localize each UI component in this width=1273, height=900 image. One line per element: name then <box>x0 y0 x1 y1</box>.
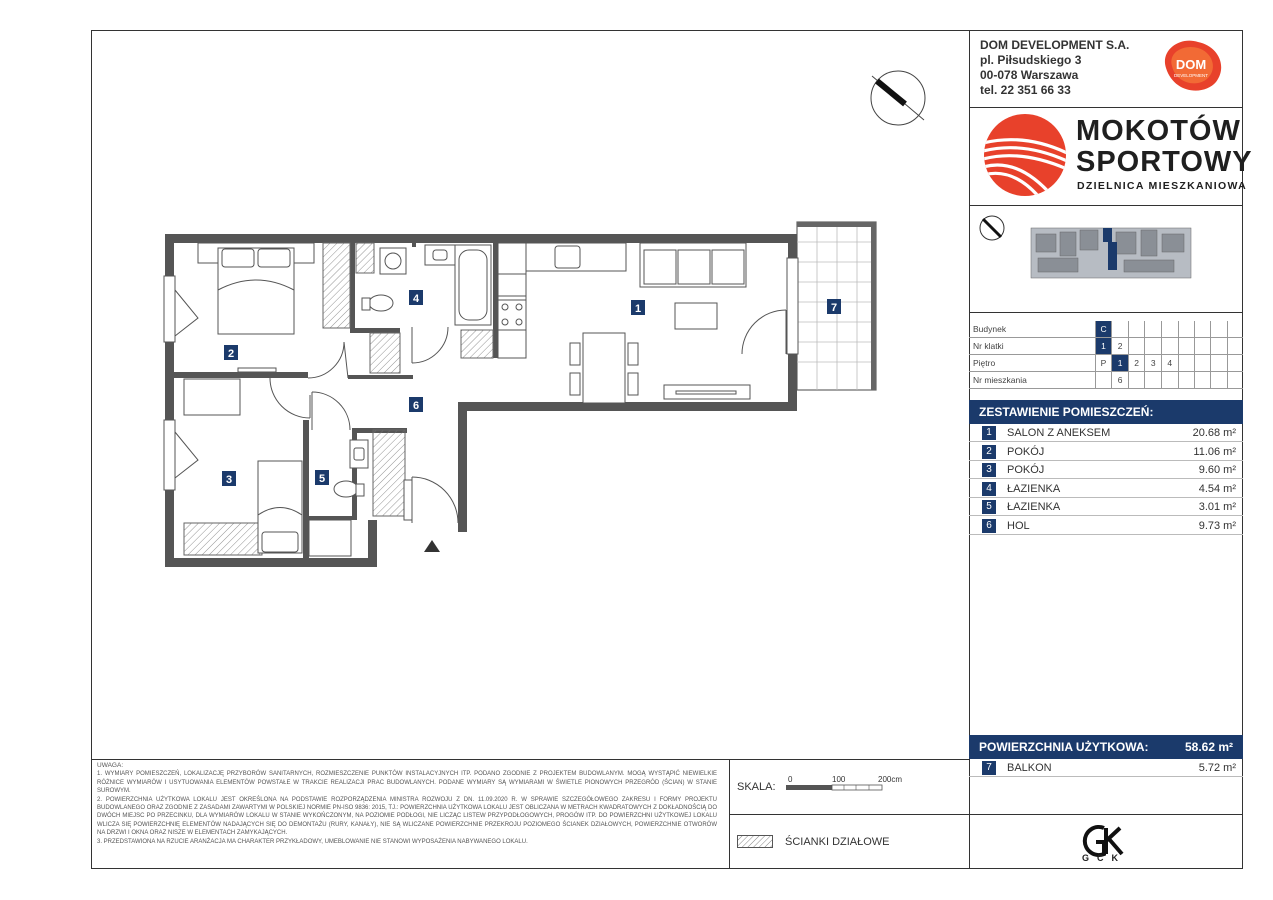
dom-logo-text: DOM <box>1175 57 1207 72</box>
room-area: 11.06 m² <box>1193 445 1236 458</box>
room-name: POKÓJ <box>1007 464 1045 477</box>
scale-tick-200: 200cm <box>878 775 903 784</box>
room-name: SALON Z ANEKSEM <box>1007 427 1111 439</box>
balcony-area: 5.72 m² <box>1198 762 1236 774</box>
room-area: 4.54 m² <box>1198 482 1236 495</box>
scale-tick-100: 100 <box>832 775 846 784</box>
info-cell: 3 <box>1145 355 1162 372</box>
room-area: 3.01 m² <box>1198 501 1236 514</box>
total-area-label: POWIERZCHNIA UŻYTKOWA: <box>979 740 1149 754</box>
info-label: Nr klatki <box>969 338 1095 355</box>
total-area-value: 58.62 m² <box>1184 740 1233 754</box>
room-label-6: 6 <box>412 400 420 412</box>
room-label-3: 3 <box>225 474 233 486</box>
info-cell: 2 <box>1112 338 1129 355</box>
room-label-7: 7 <box>830 302 838 314</box>
room-number: 6 <box>982 519 996 533</box>
company-city: 00-078 Warszawa <box>980 68 1079 82</box>
info-cell: 6 <box>1112 372 1129 389</box>
info-cell: 4 <box>1161 355 1178 372</box>
brand-line-2: SPORTOWY <box>1076 146 1253 178</box>
room-name: HOL <box>1007 520 1030 532</box>
info-label: Piętro <box>969 355 1095 372</box>
brand-subtitle: DZIELNICA MIESZKANIOWA <box>1077 180 1247 192</box>
room-area: 9.60 m² <box>1198 464 1236 477</box>
brand-line-1: MOKOTÓW <box>1076 115 1241 147</box>
company-phone: tel. 22 351 66 33 <box>980 83 1071 97</box>
north-compass-icon <box>871 71 925 125</box>
entrance-marker <box>424 540 440 552</box>
info-cell: P <box>1095 355 1112 372</box>
notes-heading: UWAGA: <box>97 762 124 769</box>
gck-logo-text: GCK <box>1082 853 1126 863</box>
legend-label: ŚCIANKI DZIAŁOWE <box>785 836 890 848</box>
room-number: 4 <box>982 482 996 496</box>
company-name: DOM DEVELOPMENT S.A. <box>980 38 1130 52</box>
room-label-4: 4 <box>412 293 420 305</box>
room-area: 9.73 m² <box>1198 520 1236 532</box>
room-label-2: 2 <box>227 348 235 360</box>
room-number: 1 <box>982 426 996 440</box>
note-item: 3. PRZEDSTAWIONA NA RZUCIE ARANŻACJA MA CHARAKTER PRZYKŁADOWY, UMEBLOWANIE NIE STANOWI WYPOSAŻENIA NABYWANEGO LOKALU. <box>97 838 528 845</box>
note-item: 1. WYMIARY POMIESZCZEŃ, LOKALIZACJĘ PRZYBORÓW SANITARNYCH, ROZMIESZCZENIE PUNKTÓW INSTALACYJNYCH ITP. PODANO ZGODNIE Z PROJEKTEM BUDOWLANYM. MOGĄ WYSTĄPIĆ NIEWIELKIE RÓŻNICE WYMIARÓW I USYTUOWANIA ELEMENTÓW POWSTAŁE W TRAKCIE REALIZACJI PRAC BUDOWLANYCH. PODANE WYMIARY SĄ WYMIARAMI W ŚWIETLE PIONOWYCH PRZEGRÓD (ŚCIAN) W STANIE SUROWYM. <box>97 771 717 795</box>
info-cell: 1 <box>1112 355 1129 372</box>
company-street: pl. Piłsudskiego 3 <box>980 53 1082 67</box>
info-label: Nr mieszkania <box>969 372 1095 389</box>
info-cell: 2 <box>1128 355 1145 372</box>
info-label: Budynek <box>969 321 1095 338</box>
room-label-1: 1 <box>634 303 642 315</box>
info-cell: 1 <box>1095 338 1112 355</box>
scale-tick-0: 0 <box>788 775 793 784</box>
room-number: 5 <box>982 500 996 514</box>
room-area: 20.68 m² <box>1192 427 1236 439</box>
room-number: 3 <box>982 463 996 477</box>
room-name: POKÓJ <box>1007 445 1045 458</box>
room-label-5: 5 <box>318 473 326 485</box>
note-item: 2. POWIERZCHNIA UŻYTKOWA LOKALU JEST OKREŚLONA NA PODSTAWIE ROZPORZĄDZENIA MINISTRA ROZWOJU Z DN. 11.09.2020 R. W SPRAWIE SZCZEGÓŁOWEGO ZAKRESU I FORMY PROJEKTU BUDOWLANEGO ORAZ ZGODNIE Z ZASADAMI ZAWARTYMI W POLSKIEJ NORMIE PN-ISO 9836: 2015, TJ.: POWIERZCHNIA UŻYTKOWA LOKALU JEST OBLICZANA W METRACH KWADRATOWYCH Z DOKŁADNOŚCIĄ DO DWÓCH MIEJSC PO PRZECINKU, DLA WYMIARÓW LOKALU W STANIE WYKOŃCZONYM, NA POZIOMIE PODŁOGI, NIE LICZĄC LISTEW PRZYPODŁOGOWYCH, PROGÓW ITP. DO POWIERZCHNI UŻYTKOWEJ LOKALU WLICZA SIĘ POWIERZCHNIĘ ELEMENTÓW NADAJĄCYCH SIĘ DO DEMONTAŻU (RURY, KANAŁY), NIE SĄ WLICZANE POWIERZCHNIE PRZEKROJU POZIOMEGO ŚCIANEK DZIAŁOWYCH, POWIERZCHNIE OTWORÓW NA DRZWI I OKNA ORAZ NISZE W ELEMENTACH ZAMYKAJĄCYCH. <box>97 796 717 837</box>
info-cell: C <box>1095 321 1112 338</box>
rooms-header: ZESTAWIENIE POMIESZCZEŃ: <box>969 400 1243 424</box>
room-number: 2 <box>982 445 996 459</box>
balcony-name: BALKON <box>1007 762 1052 774</box>
dom-logo-subtext: DEVELOPMENT <box>1173 73 1209 78</box>
room-name: ŁAZIENKA <box>1007 482 1061 495</box>
balcony-number: 7 <box>982 761 996 775</box>
room-name: ŁAZIENKA <box>1007 501 1061 514</box>
scale-label: SKALA: <box>737 781 776 793</box>
